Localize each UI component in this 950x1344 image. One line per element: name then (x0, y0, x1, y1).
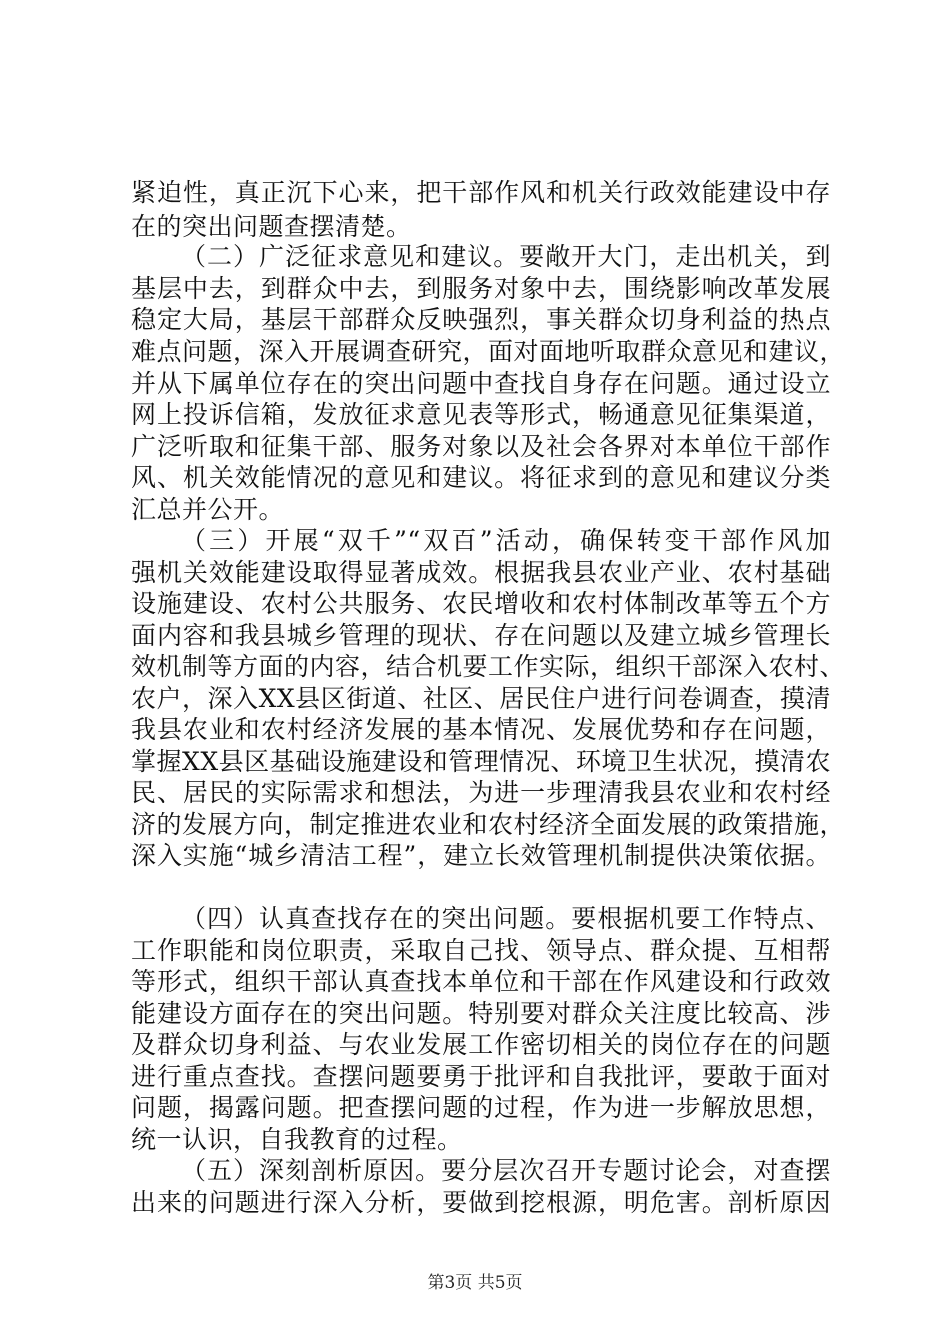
text-line: 在的突出问题查摆清楚。 (131, 212, 412, 241)
paragraph-heading-2: （二）广泛征求意见和建议。要敞开大门，走出机关，到 (181, 242, 831, 271)
text-line: 紧迫性，真正沉下心来，把干部作风和机关行政效能建设中存 (131, 178, 831, 207)
text-line: 掌握XX县区基础设施建设和管理情况、环境卫生状况，摸清农 (131, 747, 831, 776)
text-line: 广泛听取和征集干部、服务对象以及社会各界对本单位干部作 (131, 432, 831, 461)
text-line: 效机制等方面的内容，结合机要工作实际，组织干部深入农村、 (131, 652, 846, 681)
text-line: 及群众切身利益、与农业发展工作密切相关的岗位存在的问题 (131, 1030, 831, 1059)
text-line: 深入实施“城乡清洁工程”，建立长效管理机制提供决策依据。 (131, 841, 831, 870)
text-line: 风、机关效能情况的意见和建议。将征求到的意见和建议分类 (131, 463, 831, 492)
text-line: 设施建设、农村公共服务、农民增收和农村体制改革等五个方 (131, 589, 831, 618)
text-line: 难点问题，深入开展调查研究，面对面地听取群众意见和建议， (131, 337, 846, 366)
text-line: 面内容和我县城乡管理的现状、存在问题以及建立城乡管理长 (131, 621, 831, 650)
text-line: 并从下属单位存在的突出问题中查找自身存在问题。通过设立 (131, 369, 831, 398)
text-line: 网上投诉信箱，发放征求意见表等形式，畅通意见征集渠道， (131, 400, 831, 429)
text-line: 进行重点查找。查摆问题要勇于批评和自我批评，要敢于面对 (131, 1062, 831, 1091)
text-line: 农户，深入XX县区街道、社区、居民住户进行问卷调查，摸清 (131, 684, 831, 713)
text-line: 强机关效能建设取得显著成效。根据我县农业产业、农村基础 (131, 558, 831, 587)
paragraph-heading-5: （五）深刻剖析原因。要分层次召开专题讨论会，对查摆 (181, 1156, 831, 1185)
text-line: 问题，揭露问题。把查摆问题的过程，作为进一步解放思想， (131, 1093, 831, 1122)
text-line: 等形式，组织干部认真查找本单位和干部在作风建设和行政效 (131, 967, 831, 996)
paragraph-heading-4: （四）认真查找存在的突出问题。要根据机要工作特点、 (181, 904, 831, 933)
text-line: 基层中去，到群众中去，到服务对象中去，围绕影响改革发展 (131, 274, 831, 303)
text-line: 工作职能和岗位职责，采取自己找、领导点、群众提、互相帮 (131, 936, 831, 965)
page-number-footer: 第3页 共5页 (427, 1273, 523, 1293)
text-line: 我县农业和农村经济发展的基本情况、发展优势和存在问题， (131, 715, 831, 744)
text-line: 出来的问题进行深入分析，要做到挖根源，明危害。剖析原因 (131, 1188, 831, 1217)
text-line: 民、居民的实际需求和想法，为进一步理清我县农业和农村经 (131, 778, 831, 807)
text-line: 统一认识，自我教育的过程。 (131, 1125, 463, 1154)
text-line: 汇总并公开。 (131, 495, 285, 524)
text-line: 能建设方面存在的突出问题。特别要对群众关注度比较高、涉 (131, 999, 831, 1028)
text-line: 稳定大局，基层干部群众反映强烈，事关群众切身利益的热点 (131, 305, 831, 334)
text-line: 济的发展方向，制定推进农业和农村经济全面发展的政策措施， (131, 810, 846, 839)
paragraph-heading-3: （三）开展“双千”“双百”活动，确保转变干部作风加 (181, 526, 831, 555)
